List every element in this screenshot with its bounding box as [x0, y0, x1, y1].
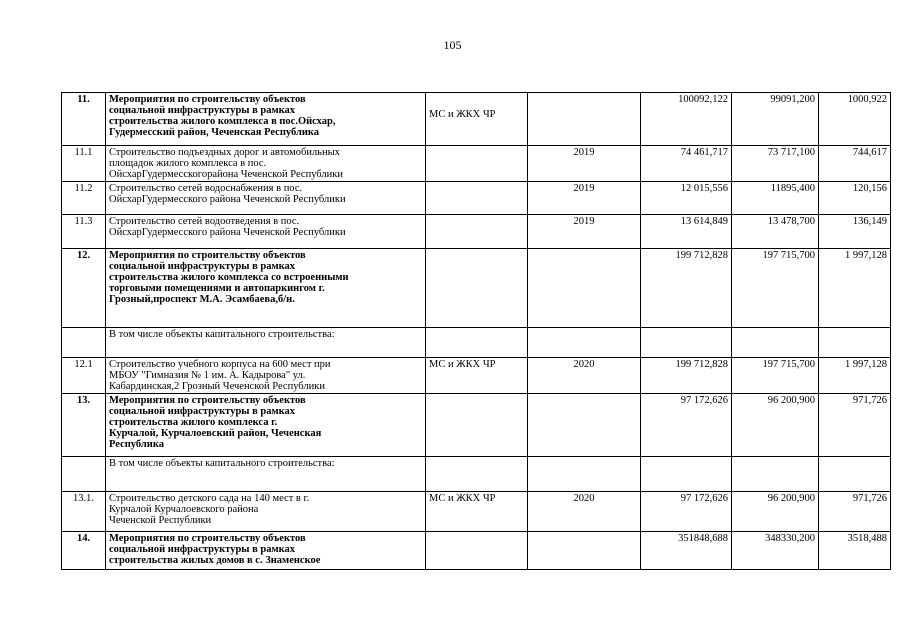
description-cell: В том числе объекты капитального строительства: [106, 457, 426, 492]
total-amount-cell: 97 172,626 [641, 394, 732, 457]
federal-amount-cell [732, 457, 819, 492]
table-row [62, 394, 891, 457]
page-number: 105 [443, 38, 462, 52]
description-cell: Строительство сетей водоснабжения в пос. ОйсхарГудермесского района Чеченской Республики [106, 182, 426, 215]
row-number-cell: 11.2 [62, 182, 106, 215]
table-row [62, 328, 891, 358]
row-number-cell: 11.3 [62, 215, 106, 249]
row-number-cell [62, 328, 106, 358]
customer-cell [426, 249, 528, 328]
row-number-cell: 13.1. [62, 492, 106, 532]
customer-cell [426, 146, 528, 182]
table-row [62, 146, 891, 182]
row-number-cell: 11.1 [62, 146, 106, 182]
regional-amount-cell: 1000,922 [819, 93, 891, 146]
year-cell: 2019 [528, 182, 641, 215]
row-number-cell: 13. [62, 394, 106, 457]
total-amount-cell: 74 461,717 [641, 146, 732, 182]
table-row [62, 492, 891, 532]
description-cell: Мероприятия по строительству объектов социальной инфраструктуры в рамках строительства жилого комплекса в пос.Ойсхар, Гудермесский район, Чеченская Республика [106, 93, 426, 146]
description-cell: В том числе объекты капитального строительства: [106, 328, 426, 358]
customer-cell [426, 215, 528, 249]
year-cell: 2019 [528, 215, 641, 249]
customer-cell [426, 532, 528, 570]
customer-label: МС и ЖКХ ЧР [429, 493, 496, 504]
federal-amount-cell: 73 717,100 [732, 146, 819, 182]
total-amount-cell: 351848,688 [641, 532, 732, 570]
description-cell: Строительство учебного корпуса на 600 мест при МБОУ "Гимназия № 1 им. А. Кадырова" ул. Кабардинская,2 Грозный Чеченской Республики [106, 358, 426, 394]
year-cell: 2020 [528, 358, 641, 394]
regional-amount-cell: 971,726 [819, 394, 891, 457]
year-cell [528, 532, 641, 570]
description-cell: Мероприятия по строительству объектов социальной инфраструктуры в рамках строительства жилого комплекса г. Курчалой, Курчалоевский район, Чеченская Республика [106, 394, 426, 457]
customer-cell [426, 358, 528, 394]
row-number-cell: 11. [62, 93, 106, 146]
row-number-cell: 14. [62, 532, 106, 570]
total-amount-cell: 100092,122 [641, 93, 732, 146]
federal-amount-cell: 99091,200 [732, 93, 819, 146]
year-cell [528, 93, 641, 146]
table-body [62, 93, 891, 570]
total-amount-cell: 13 614,849 [641, 215, 732, 249]
table-row [62, 93, 891, 146]
federal-amount-cell: 11895,400 [732, 182, 819, 215]
federal-amount-cell: 197 715,700 [732, 249, 819, 328]
year-cell [528, 328, 641, 358]
table-row [62, 249, 891, 328]
table-row [62, 358, 891, 394]
total-amount-cell: 199 712,828 [641, 249, 732, 328]
federal-amount-cell: 13 478,700 [732, 215, 819, 249]
customer-cell [426, 93, 528, 146]
description-cell: Строительство подъездных дорог и автомобильных площадок жилого комплекса в пос. ОйсхарГудермесскогорайона Чеченской Республики [106, 146, 426, 182]
table-row [62, 457, 891, 492]
row-number-cell: 12. [62, 249, 106, 328]
table-row [62, 532, 891, 570]
total-amount-cell: 199 712,828 [641, 358, 732, 394]
total-amount-cell: 97 172,626 [641, 492, 732, 532]
regional-amount-cell [819, 328, 891, 358]
total-amount-cell [641, 457, 732, 492]
regional-amount-cell: 3518,488 [819, 532, 891, 570]
row-number-cell: 12.1 [62, 358, 106, 394]
description-cell: Строительство сетей водоотведения в пос. ОйсхарГудермесского района Чеченской Республики [106, 215, 426, 249]
federal-amount-cell: 348330,200 [732, 532, 819, 570]
regional-amount-cell: 971,726 [819, 492, 891, 532]
regional-amount-cell: 120,156 [819, 182, 891, 215]
table-row [62, 215, 891, 249]
customer-cell [426, 492, 528, 532]
customer-label: МС и ЖКХ ЧР [429, 359, 496, 370]
program-table [61, 92, 891, 570]
regional-amount-cell: 1 997,128 [819, 358, 891, 394]
year-cell [528, 394, 641, 457]
customer-cell [426, 394, 528, 457]
total-amount-cell [641, 328, 732, 358]
customer-label: МС и ЖКХ ЧР [429, 109, 496, 120]
total-amount-cell: 12 015,556 [641, 182, 732, 215]
row-number-cell [62, 457, 106, 492]
federal-amount-cell: 197 715,700 [732, 358, 819, 394]
customer-cell [426, 182, 528, 215]
table-row [62, 182, 891, 215]
description-cell: Строительство детского сада на 140 мест в г. Курчалой Курчалоевского района Чеченской Республики [106, 492, 426, 532]
customer-cell [426, 457, 528, 492]
federal-amount-cell: 96 200,900 [732, 394, 819, 457]
description-cell: Мероприятия по строительству объектов социальной инфраструктуры в рамках строительства жилых домов в с. Знаменское [106, 532, 426, 570]
customer-cell [426, 328, 528, 358]
federal-amount-cell: 96 200,900 [732, 492, 819, 532]
regional-amount-cell: 1 997,128 [819, 249, 891, 328]
federal-amount-cell [732, 328, 819, 358]
year-cell: 2019 [528, 146, 641, 182]
regional-amount-cell [819, 457, 891, 492]
regional-amount-cell: 136,149 [819, 215, 891, 249]
year-cell [528, 249, 641, 328]
description-cell: Мероприятия по строительству объектов социальной инфраструктуры в рамках строительства жилого комплекса со встроенными торговыми помещениями и автопаркингом г. Грозный,проспект М.А. Эсамбаева,б/н. [106, 249, 426, 328]
regional-amount-cell: 744,617 [819, 146, 891, 182]
year-cell [528, 457, 641, 492]
year-cell: 2020 [528, 492, 641, 532]
